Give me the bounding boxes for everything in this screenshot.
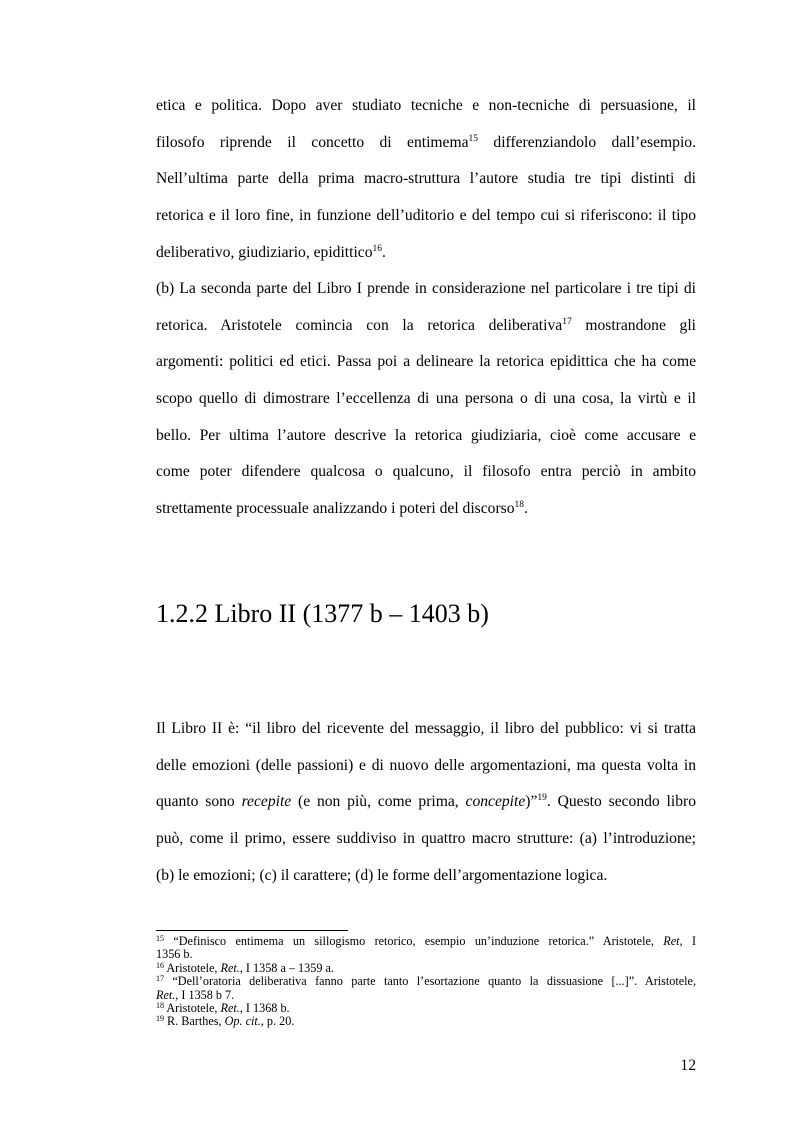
text-line: Il Libro II è: “il libro del ricevente del messaggio, il libro del pubblico: vi si tratta [156,720,696,737]
text-run: . [382,243,386,261]
text-run: strettamente processuale analizzando i poteri del discorso [156,500,515,518]
text-line: scopo quello di dimostrare l’eccellenza di una persona o di una cosa, la virtù e il [156,390,696,408]
text-line: bello. Per ultima l’autore descrive la retorica giudiziaria, cioè come accusare e [156,426,696,444]
paragraph-2 [156,271,696,528]
footnote-line [156,962,696,975]
text-run: Aristotele, [164,960,221,975]
paragraph-1 [156,88,696,271]
italic-term: Ret. [220,1001,240,1016]
footnote-line: 1356 b. [156,947,193,962]
italic-term: Ret. [220,960,240,975]
text-line: come poter difendere qualcosa o qualcuno, il filosofo entra perciò in ambito [156,463,696,481]
text-line [156,784,696,821]
footnote-number: 17 [156,974,164,984]
text-run: . [524,500,528,518]
italic-term: Ret. [156,987,176,1002]
text-run: (e non più, come prima, [291,793,466,811]
footnote-ref-16[interactable]: 16 [372,243,383,254]
italic-term: Ret [663,934,680,948]
footnote-19 [156,1015,696,1028]
footnote-separator [156,930,348,931]
page-number: 12 [680,1057,696,1074]
text-line: (b) le emozioni; (c) il carattere; (d) le forme dell’argomentazione logica. [156,866,608,884]
footnote-number: 16 [156,960,164,970]
footnote-ref-15[interactable]: 15 [468,133,479,144]
footnote-line [156,1015,696,1028]
footnote-15 [156,935,696,962]
text-line: Nell’ultima parte della prima macro-struttura l’autore studia tre tipi distinti di [156,170,696,188]
text-line: (b) La seconda parte del Libro I prende in considerazione nel particolare i tre tipi di [156,280,696,297]
text-run: retorica. Aristotele comincia con la retorica deliberativa [156,316,563,334]
italic-term: concepite [465,793,526,811]
text-line [156,491,696,528]
italic-term: recepite [241,793,292,811]
text-run: Aristotele, [164,1001,221,1016]
text-run: , I 1358 a – 1359 a. [239,960,334,975]
footnote-16 [156,962,696,975]
text-run: mostrandone gli [571,316,696,334]
footnote-number: 15 [156,934,164,943]
footnote-line [156,975,696,988]
text-line: può, come il primo, essere suddiviso in quattro macro strutture: (a) l’introduzione; [156,830,696,848]
section-heading: 1.2.2 Libro II (1377 b – 1403 b) [156,599,489,628]
footnote-number: 19 [156,1014,164,1024]
footnote-18 [156,1002,696,1015]
footnotes [156,935,696,1029]
text-run: . Questo secondo libro [546,793,697,811]
footnote-number: 18 [156,1001,164,1011]
text-line [156,125,696,162]
text-line [156,308,696,345]
footnote-ref-17[interactable]: 17 [562,316,572,327]
text-run: , I [679,934,697,948]
footnote-ref-18[interactable]: 18 [514,500,525,511]
text-run: quanto sono [156,793,242,811]
footnote-ref-19[interactable]: 19 [537,793,547,804]
text-run: , p. 20. [260,1014,295,1029]
text-run: , I 1368 b. [239,1001,290,1016]
text-run: R. Barthes, [164,1014,225,1029]
text-line: delle emozioni (delle passioni) e di nuovo delle argomentazioni, ma questa volta in [156,756,696,774]
footnote-line [156,935,696,948]
paragraph-3 [156,711,696,894]
text-line: retorica e il loro fine, in funzione dell’uditorio e del tempo cui si riferiscono: il tipo [156,207,696,225]
text-line: argomenti: politici ed etici. Passa poi a delineare la retorica epidittica che ha come [156,353,696,371]
text-run: “Definisco entimema un sillogismo retorico, esempio un’induzione retorica.” Aristotele, [164,934,664,948]
italic-term: Op. cit. [224,1014,261,1029]
footnote-17 [156,975,696,1002]
footnote-line [156,1002,696,1015]
text-line [156,235,696,272]
text-run: filosofo riprende il concetto di entimema [156,133,469,151]
text-line: etica e politica. Dopo aver studiato tecniche e non-tecniche di persuasione, il [156,97,696,114]
text-run: , I 1358 b 7. [175,987,235,1002]
text-run: deliberativo, giudiziario, epidittico [156,243,373,261]
text-run: differenziandolo dall’esempio. [478,133,696,151]
text-run: )” [525,793,538,811]
footnote-line [156,989,696,1002]
text-run: “Dell’oratoria deliberativa fanno parte tanto l’esortazione quanto la dissuasione [...]”. Aristotele, [164,974,696,989]
